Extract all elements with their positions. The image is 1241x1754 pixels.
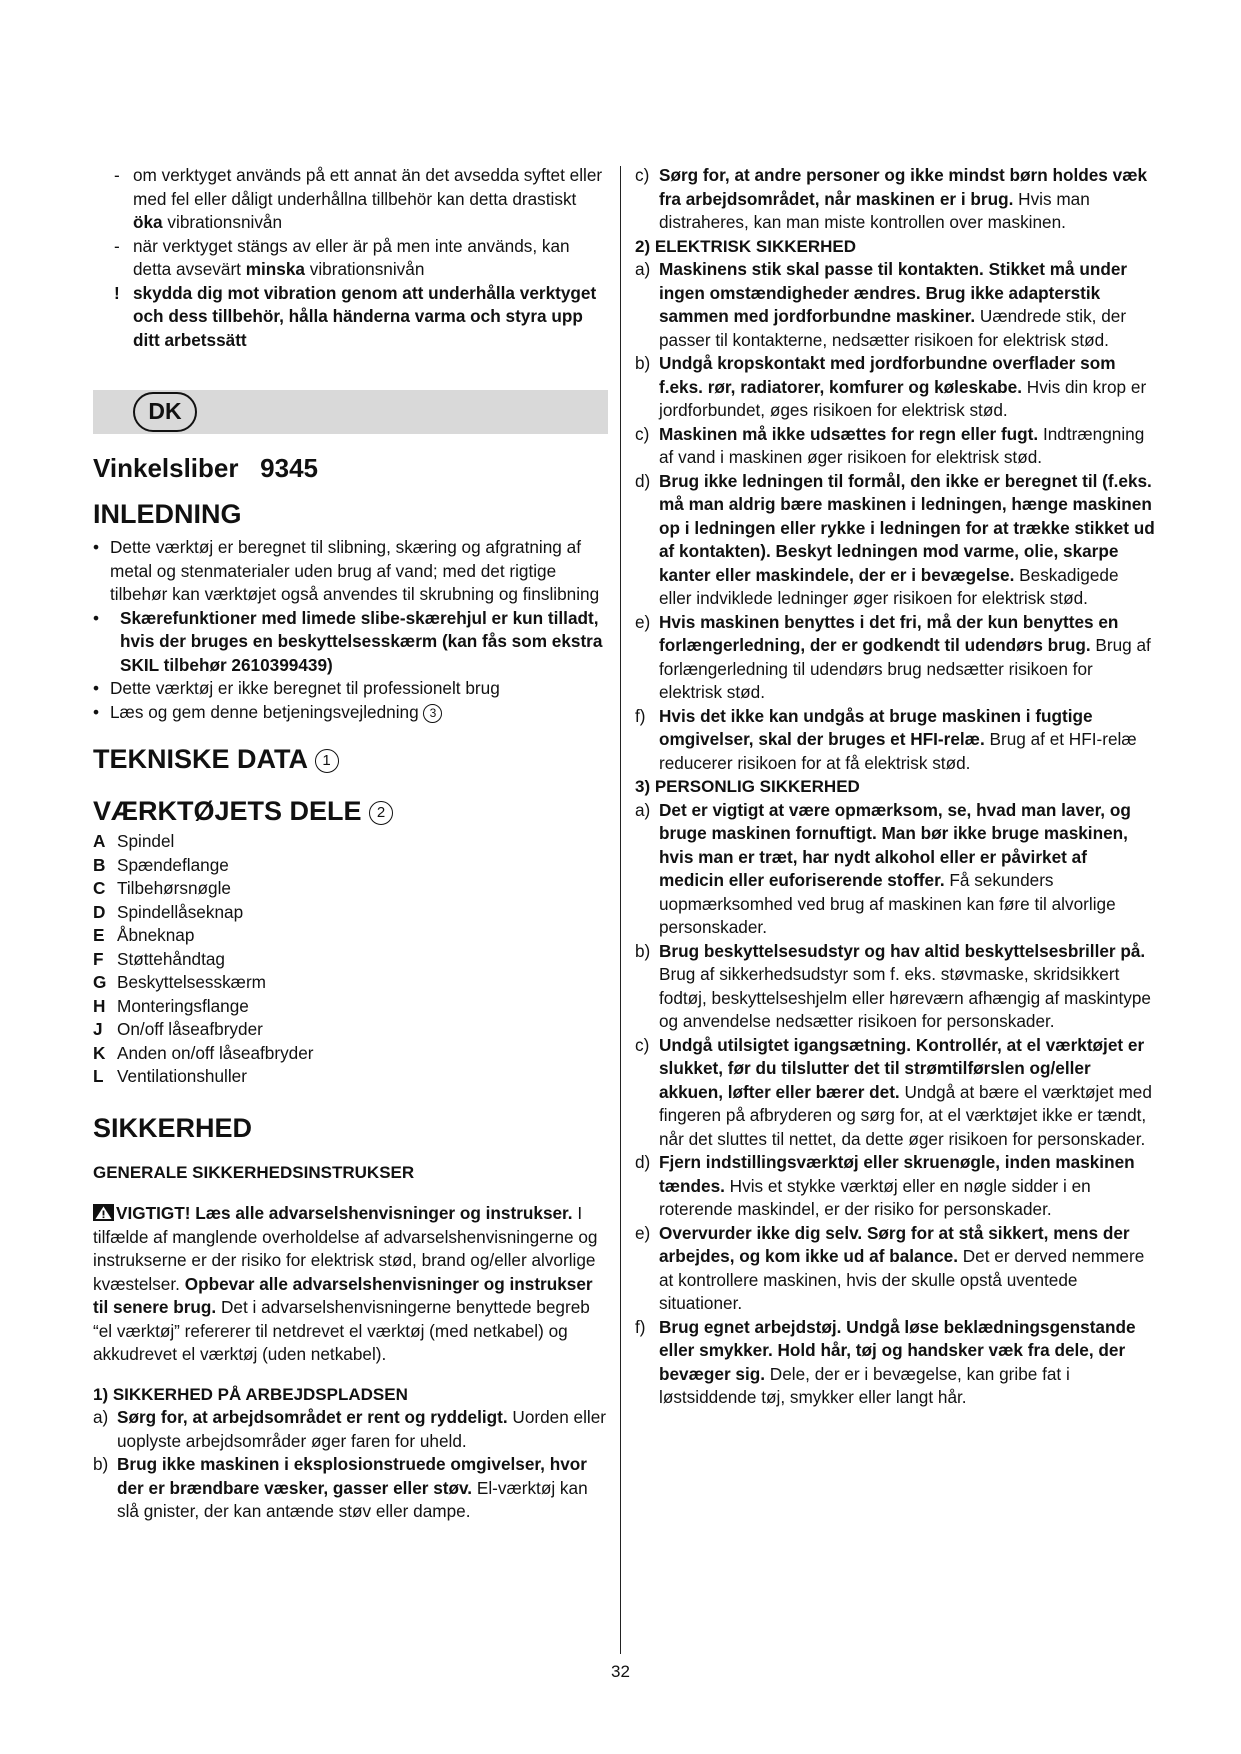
part-letter: E [93,925,105,945]
item-text: Læs og gem denne betjeningsvejledning [110,701,424,722]
figure-ref: 1 [315,749,339,773]
item-text: vibrationsnivån [162,212,283,232]
item-emphasis: skydda dig mot vibration genom att underhålla verktyget och dess tillbehör, hålla händerna varma och styra upp ditt arbetssätt [133,282,597,350]
item-text: El-værktøj kan slå gnister, der kan antænde støv eller dampe. [117,1477,588,1521]
part-item [93,877,608,901]
item-emphasis: Undgå kropskontakt med jordforbundne overflader som f.eks. rør, radiatorer, komfurer og køleskabe. [659,353,1116,397]
list-item [93,701,608,725]
heading-safety: SIKKERHED [93,1112,253,1143]
part-letter: G [93,972,107,992]
item-text: Undgå at bære el værktøjet med fingeren på afbryderen og sørg for, at el værktøjet ikke er tændt, når det sluttes til nettet, da dette øger risikoen for personskader. [659,1081,1152,1149]
list-marker: b) [635,940,651,961]
list-item [635,423,1155,470]
product-name: Vinkelsliber [93,453,239,483]
list-item [635,705,1155,776]
right-column [635,164,1155,1410]
item-emphasis: Sørg for, at arbejdsområdet er rent og ryddeligt. [117,1407,508,1427]
item-emphasis: Hvis det ikke kan undgås at bruge maskinen i fugtige omgivelser, skal der bruges et HFI-relæ. [659,705,1093,749]
bullet-icon: • [93,537,100,557]
item-text: när verktyget stängs av eller är på men inte används, kan detta avsevärt [133,235,570,279]
parts-list [93,830,608,1089]
list-marker: c) [635,423,650,444]
part-item [93,1065,608,1089]
bullet-icon: • [93,607,100,628]
item-emphasis: Brug egnet arbejdstøj. Undgå løse beklædningsgenstande eller smykker. Hold hår, tøj og handsker væk fra dele, der bevæger sig. [659,1316,1136,1384]
heading-tool-parts [93,794,608,828]
item-text: Hvis din krop er jordforbundet, øges risikoen for elektrisk stød. [659,376,1147,420]
item-emphasis: Hvis maskinen benyttes i det fri, må der kun benyttes en forlængerledning, der er godkendt til udendørs brug. [659,611,1119,655]
bullet-icon: • [93,678,100,698]
part-label: Spændeflange [117,854,229,875]
item-emphasis: Brug ikke maskinen i eksplosionstruede omgivelser, hvor der er brændbare væsker, gasser eller støv. [117,1454,587,1498]
item-emphasis: Sørg for, at andre personer og ikke mindst børn holdes væk fra arbejdsområdet, når maskinen er i brug. [659,165,1148,209]
list-marker: c) [635,1034,650,1055]
part-label: Åbneknap [117,925,195,945]
list-marker: c) [635,165,650,185]
subheading-workplace-safety: 1) SIKKERHED PÅ ARBEJDSPLADSEN [93,1384,408,1404]
figure-ref: 3 [423,704,442,723]
part-item [93,901,608,925]
part-letter: C [93,878,106,898]
part-item [93,948,608,972]
item-emphasis: Maskinens stik skal passe til kontakten. Stikket må under ingen omstændigheder ændres. Brug ikke adapterstik sammen med jordforbundne maskiner. [659,259,1128,326]
item-text: Indtrængning af vand i maskinen øger risikoen for elektrisk stød. [659,423,1145,467]
list-marker: d) [635,470,651,491]
item-text: vibrationsnivån [304,259,425,279]
intro-list [93,536,608,724]
list-item [93,282,608,353]
part-item [93,971,608,995]
list-marker: e) [635,1222,651,1243]
list-item [93,164,608,235]
general-warning-paragraph [93,1202,608,1367]
part-label: Tilbehørsnøgle [117,878,231,898]
product-number: 9345 [260,453,319,483]
part-item [93,854,608,878]
item-emphasis: Brug beskyttelsesudstyr og hav altid beskyttelsesbriller på. [659,940,1146,961]
personal-list [635,799,1155,1410]
part-letter: A [93,831,106,851]
part-letter: D [93,901,106,922]
list-item [635,258,1155,352]
item-text: Hvis man distraheres, kan man miste kontrollen over maskinen. [659,188,1090,232]
part-label: On/off låseafbryder [117,1019,263,1039]
list-marker: d) [635,1152,651,1172]
part-label: Ventilationshuller [117,1066,247,1086]
list-marker: e) [635,611,651,632]
item-emphasis: Brug ikke ledningen til formål, den ikke er beregnet til (f.eks. må man aldrig bære maskinen i ledningen, hænge maskinen op i ledningen eller rykke i ledningen for at trække stikket ud af kontakten). Beskyt ledningen mod varme, olie, skarpe kanter eller maskindele, der er i bevægelse. [659,470,1155,585]
list-item [635,164,1155,235]
list-item [635,940,1155,1034]
part-letter: J [93,1019,103,1039]
item-text: Beskadigede eller indviklede ledninger øger risikoen for elektrisk stød. [659,564,1119,608]
list-item [635,799,1155,940]
warning-emphasis: Opbevar alle advarselshenvisninger og instrukser til senere brug. [93,1273,593,1317]
heading-technical-data [93,742,608,776]
subheading-personal-safety: 3) PERSONLIG SIKKERHED [635,777,860,796]
part-letter: L [93,1066,104,1086]
list-item [93,1406,608,1453]
item-text: Brug af forlængerledning til udendørs brug nedsætter risikoen for elektrisk stød. [659,635,1151,702]
list-item [93,235,608,282]
list-marker: - [114,165,120,185]
part-label: Monteringsflange [117,995,249,1016]
workplace-list [93,1406,608,1524]
part-letter: B [93,854,106,875]
subheading-general-safety: GENERALE SIKKERHEDSINSTRUKSER [93,1162,415,1182]
part-label: Anden on/off låseafbryder [117,1042,314,1063]
part-item [93,1018,608,1042]
item-text: Dette værktøj er beregnet til slibning, skæring og afgratning af metal og stenmaterialer uden brug af vand; med det rigtige tilbehør kan værktøjet også anvendes til skrubning og finslibning [110,537,600,604]
part-label: Støttehåndtag [117,948,225,969]
item-text: Få sekunders uopmærksomhed ved brug af maskinen kan føre til alvorlige personskader. [659,870,1116,937]
item-text: Hvis et stykke værktøj eller en nøgle sidder i en roterende maskindel, er der risiko for personskader. [659,1175,1091,1219]
item-text: Uændrede stik, der passer til kontakterne, nedsætter risikoen for elektrisk stød. [659,306,1127,350]
subheading-electric-safety: 2) ELEKTRISK SIKKERHED [635,236,857,256]
part-label: Beskyttelsesskærm [117,972,266,992]
item-text: Brug af et HFI-relæ reducerer risikoen for at få elektrisk stød. [659,729,1137,773]
part-item [93,995,608,1019]
item-text: Uorden eller uoplyste arbejdsområder øger faren for uheld. [117,1407,607,1451]
part-item [93,830,608,854]
item-emphasis: öka [133,212,163,232]
part-item [93,924,608,948]
part-item [93,1042,608,1066]
item-emphasis: Undgå utilsigtet igangsætning. Kontrollér, at el værktøjet er slukket, før du tilslutter det til strømtilførslen og/eller akkuen, løfter eller bærer det. [659,1034,1145,1102]
language-badge: DK [133,392,197,432]
bullet-icon: • [93,701,100,722]
item-text: om verktyget används på ett annat än det avsedda syftet eller med fel eller dåligt underhållna tillbehör kan detta drastiskt [133,165,603,209]
list-marker: b) [635,353,651,373]
list-marker: - [114,235,120,256]
item-emphasis: Overvurder ikke dig selv. Sørg for at stå sikkert, mens der arbejdes, og kom ikke ud af balance. [659,1222,1130,1266]
list-marker: f) [635,705,646,726]
list-item [635,470,1155,611]
figure-ref: 2 [369,801,393,825]
warning-emphasis: VIGTIGT! Læs alle advarselshenvisninger og instrukser. [116,1203,573,1223]
list-marker: b) [93,1454,109,1474]
product-title [93,451,608,485]
warning-triangle-icon [93,1204,114,1221]
warning-text: I tilfælde af manglende overholdelse af advarselshenvisningerne og instrukserne er der risiko for elektrisk stød, brand og/eller alvorlige kvæstelser. [93,1203,598,1294]
item-emphasis: Det er vigtigt at være opmærksom, se, hvad man laver, og bruge maskinen fornuftigt. Man bør ikke bruge maskinen, hvis man er træt, har nydt alkohol eller er påvirket af medicin eller euforiserende stoffer. [659,799,1131,890]
item-text: Det er derved nemmere at kontrollere maskinen, hvis der skulle opstå uventede situationer. [659,1246,1145,1313]
list-item [93,607,608,678]
item-text: Dele, der er i bevægelse, kan gribe fat i løstsiddende tøj, smykker eller langt hår. [659,1363,1070,1407]
left-column [93,164,608,1524]
list-marker: ! [114,282,120,303]
item-text: Brug af sikkerhedsudstyr som f. eks. støvmaske, skridsikkert fodtøj, beskyttelseshjelm eller høreværn afhængig af maskintype og anvendelse nedsætter risikoen for personskader. [659,964,1151,1031]
list-item [635,611,1155,705]
list-item [635,352,1155,423]
part-letter: K [93,1042,106,1063]
list-item [93,677,608,701]
list-item [635,1151,1155,1222]
page-number: 32 [611,1662,630,1681]
list-marker: a) [635,259,651,279]
list-item [635,1034,1155,1152]
part-letter: H [93,995,106,1016]
item-emphasis: Skærefunktioner med limede slibe-skærehjul er kun tilladt, hvis der bruges en beskyttelsesskærm (kan fås som ekstra SKIL tilbehør 2610399439) [120,607,603,675]
list-marker: a) [93,1407,109,1427]
heading-intro: INLEDNING [93,499,242,529]
list-item [93,1453,608,1524]
language-band [93,390,608,434]
item-emphasis: Fjern indstillingsværktøj eller skruenøgle, inden maskinen tændes. [659,1152,1135,1196]
warning-text: Det i advarselshenvisningerne benyttede begreb “el værktøj” refererer til netdrevet el værktøj (med netkabel) og akkudrevet el værktøj (uden netkabel). [93,1297,590,1364]
list-item [635,1316,1155,1410]
swedish-vibration-list [93,164,608,352]
part-label: Spindellåseknap [117,901,244,922]
part-letter: F [93,948,104,969]
heading-text: VÆRKTØJETS DELE [93,796,362,826]
item-emphasis: minska [245,259,305,279]
part-label: Spindel [117,831,175,851]
electric-list [635,258,1155,775]
list-item [635,1222,1155,1316]
item-text: Dette værktøj er ikke beregnet til professionelt brug [110,678,500,698]
list-marker: f) [635,1316,646,1337]
heading-text: TEKNISKE DATA [93,744,307,774]
column-divider [620,166,621,1654]
item-emphasis: Maskinen må ikke udsættes for regn eller fugt. [659,423,1039,444]
list-marker: a) [635,799,651,820]
list-item [93,536,608,607]
